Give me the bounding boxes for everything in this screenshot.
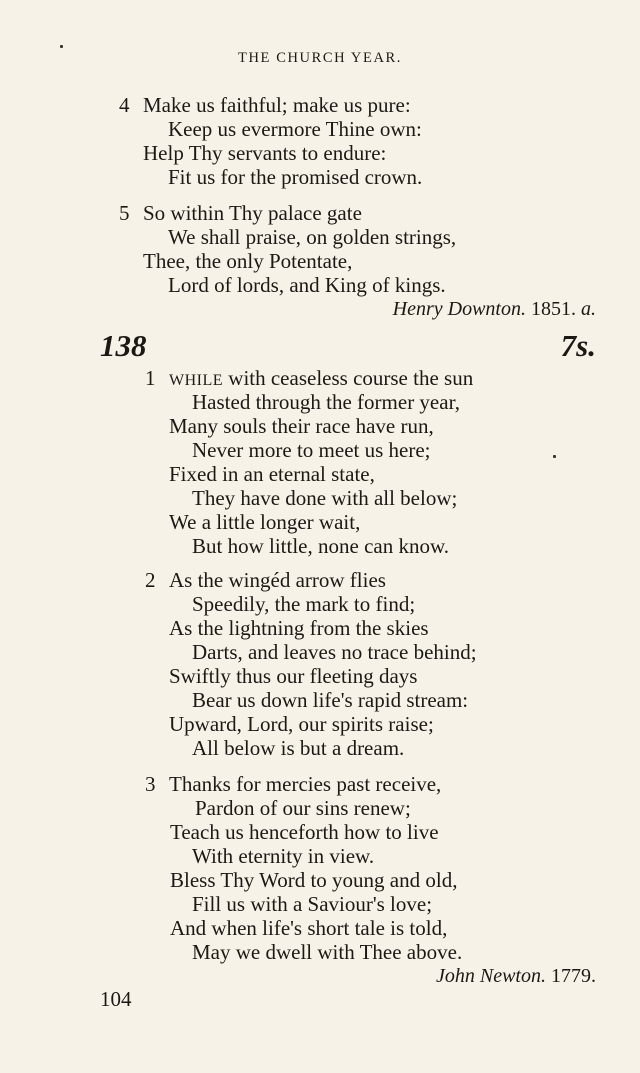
stanza-line: Teach us henceforth how to live (170, 820, 439, 844)
stanza-line: All below is but a dream. (192, 736, 405, 760)
attribution-suffix: a. (581, 298, 596, 320)
year: 1779. (551, 965, 596, 987)
stanza-line: Fill us with a Saviour's love; (192, 892, 433, 916)
stanza-number: 5 (119, 201, 130, 225)
stanza-line: 2 As the wingéd arrow flies (145, 568, 386, 592)
stanza-line: Bless Thy Word to young and old, (170, 868, 458, 892)
first-word: WHILE (169, 372, 224, 389)
stanza-line: Speedily, the mark to find; (192, 592, 416, 616)
attribution (436, 964, 596, 988)
stanza-line: 5 So within Thy palace gate (119, 201, 362, 225)
stanza-line: And when life's short tale is told, (170, 916, 448, 940)
stanza-line: Lord of lords, and King of kings. (168, 273, 446, 297)
stanza-line: Upward, Lord, our spirits raise; (169, 712, 434, 736)
stanza-line: They have done with all below; (192, 486, 458, 510)
stanza-line: Swiftly thus our fleeting days (169, 664, 418, 688)
author-name: Henry Downton. (392, 298, 526, 320)
stanza-line: Keep us evermore Thine own: (168, 117, 422, 141)
stanza-number: 3 (145, 772, 156, 796)
stanza-line: But how little, none can know. (192, 534, 450, 558)
stanza-line: Thee, the only Potentate, (143, 249, 353, 273)
ink-speck (553, 455, 556, 458)
stanza-line: Help Thy servants to endure: (143, 141, 387, 165)
stanza-line: Bear us down life's rapid stream: (192, 688, 469, 712)
stanza-line: We a little longer wait, (169, 510, 361, 534)
stanza-line: Never more to meet us here; (192, 438, 431, 462)
stanza-line: Fit us for the promised crown. (168, 165, 423, 189)
stanza-number: 4 (119, 93, 130, 117)
stanza-line: May we dwell with Thee above. (192, 940, 463, 964)
stanza-number: 1 (145, 366, 156, 390)
stanza-line: Hasted through the former year, (192, 390, 460, 414)
stanza-line: As the lightning from the skies (169, 616, 429, 640)
stanza-line: Pardon of our sins renew; (195, 796, 411, 820)
attribution (393, 297, 596, 321)
stanza-line: With eternity in view. (192, 844, 375, 868)
stanza-line: 3 Thanks for mercies past receive, (145, 772, 442, 796)
ink-speck (60, 45, 63, 48)
stanza-line: 1 WHILE with ceaseless course the sun (145, 366, 474, 390)
stanza-line: Many souls their race have run, (169, 414, 434, 438)
running-head: THE CHURCH YEAR. (237, 50, 403, 66)
stanza-line: We shall praise, on golden strings, (168, 225, 457, 249)
author-name: John Newton. (436, 965, 546, 987)
hymn-meter: 7s. (560, 328, 596, 363)
stanza-line: Darts, and leaves no trace behind; (192, 640, 477, 664)
hymn-number: 138 (100, 328, 147, 363)
year: 1851. (531, 298, 576, 320)
page-number: 104 (100, 987, 132, 1011)
stanza-line: 4 Make us faithful; make us pure: (119, 93, 411, 117)
stanza-line: Fixed in an eternal state, (169, 462, 375, 486)
stanza-number: 2 (145, 568, 156, 592)
